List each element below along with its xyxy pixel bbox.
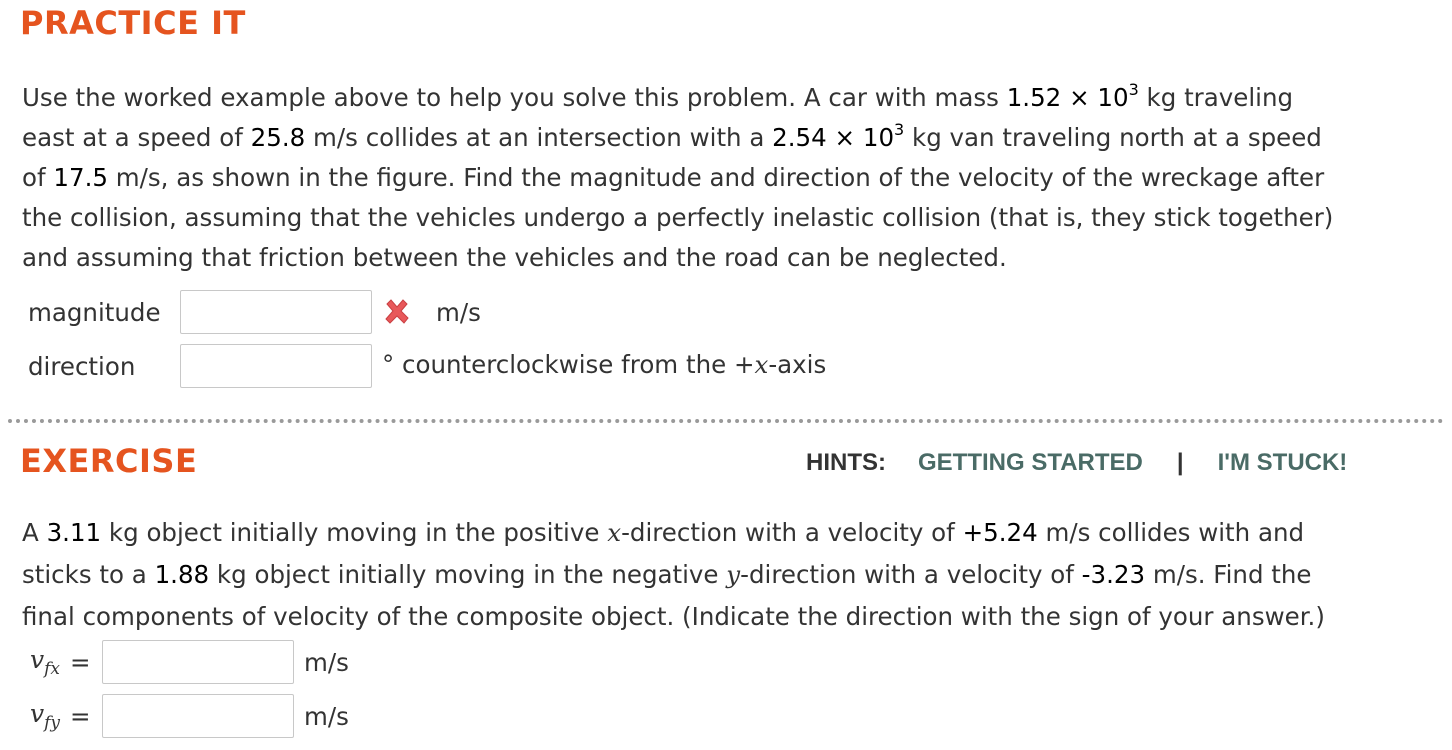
x-mark-icon [382, 297, 412, 327]
mass2-value: 1.88 [154, 560, 210, 589]
vfx-row [30, 640, 349, 684]
velocity2-value: -3.23 [1081, 560, 1146, 589]
vfy-unit: m/s [304, 701, 349, 731]
vfy-row [30, 694, 349, 738]
mass1-value: 3.11 [46, 518, 102, 547]
vfx-label: $v_{fx}$ [30, 645, 61, 679]
car-mass-value: 1.52 [1006, 83, 1062, 112]
direction-row [28, 344, 826, 388]
velocity1-value: +5.24 [962, 518, 1038, 547]
vfx-equals: = [70, 647, 91, 677]
magnitude-input[interactable] [180, 290, 372, 334]
direction-label: direction [28, 351, 136, 381]
section-divider [8, 419, 1444, 423]
car-speed-value: 25.8 [250, 123, 306, 152]
practice-problem-text: Use the worked example above to help you solve this problem. A car with mass $1.52 \times 10^3$ kg traveling east at a speed of 25.8 m/s collides at an intersection with a $2.54 \times 10^3$ kg van traveling north at a speed of 17.5 m/s, as shown in the figure. Find the magnitude and direction of the velocity of the wreckage after the collision, assuming that the vehicles undergo a perfectly inelastic collision (that is, they stick together) and assuming that friction between the vehicles and the road can be neglected. [22, 79, 1334, 272]
hints-bar [806, 449, 1347, 477]
getting-started-link[interactable]: GETTING STARTED [918, 449, 1143, 476]
hints-separator: | [1176, 449, 1184, 476]
magnitude-row [28, 290, 481, 334]
magnitude-label: magnitude [28, 297, 161, 327]
magnitude-unit: m/s [436, 297, 481, 327]
vfx-input[interactable] [102, 640, 294, 684]
van-speed-value: 17.5 [53, 163, 108, 192]
exercise-problem-text: A 3.11 kg object initially moving in the positive x-direction with a velocity of +5.24 m/s collides with and sticks to a 1.88 kg object initially moving in the negative y-direction with a velocity of -3.23 m/s. Find the final components of velocity of the composite object. (Indicate the direction with the sign of your answer.) [22, 518, 1325, 631]
vfy-label: $v_{fy}$ [30, 699, 61, 733]
vfy-equals: = [70, 701, 91, 731]
direction-input[interactable] [180, 344, 372, 388]
hints-label: HINTS: [806, 449, 886, 476]
vfx-unit: m/s [304, 647, 349, 677]
direction-unit: ° counterclockwise from the +x-axis [382, 349, 827, 379]
van-mass-value: 2.54 [772, 123, 827, 152]
im-stuck-link[interactable]: I'M STUCK! [1217, 449, 1348, 476]
practice-title: PRACTICE IT [20, 4, 246, 42]
exercise-title: EXERCISE [20, 442, 198, 480]
vfy-input[interactable] [102, 694, 294, 738]
